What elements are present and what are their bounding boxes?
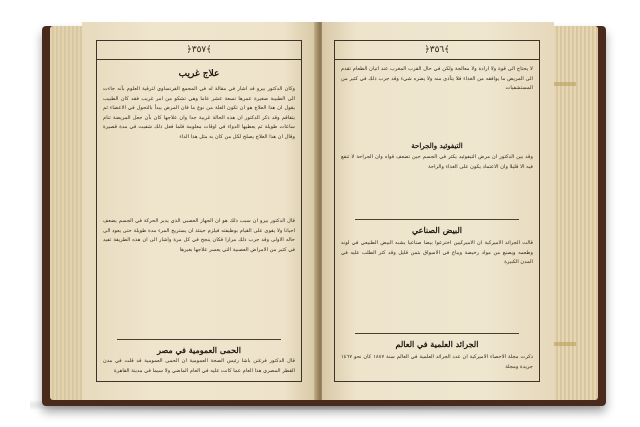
spine-gold-band	[552, 342, 576, 346]
section-heading: التيفوئيد والجراحة	[411, 141, 463, 150]
left-page	[82, 22, 318, 400]
page-number: ﴿٣٥٧﴾	[186, 45, 212, 55]
article-body: قال الدكتور بيرو ان سبب ذلك هو ان الجهاز العصبي الذي يدير الحركة في الجسم يضعف احيانا ولا يقوى على القيام بوظيفته فيلزم حينئذ ان يستريح المرء مدة طويلة حتى يعود الى حاله الاولى وقد جرب ذلك مرارا فكان ينجح في كل مرة واشار الى ان هذه الطريقة تفيد في كثير من الامراض العصبية التي يعسر علاجها بغيرها	[103, 218, 295, 253]
article-body: لا يحتاج الى قوة ولا ارادة ولا معالجة ولكن في حال القرب المغرب عند اتيان الطعام تقدم الى المريض ما يوافقه من الغذاء فلا يتأذى منه ولا يضره شيء وقد جرب ذلك في كثير من المستشفيات	[341, 66, 533, 92]
article-body: قالت الجرائد الاميركية ان الاميركيين اخترعوا بيضا صناعيا يشبه البيض الطبيعي في لونه وطعمه ويصنع من مواد رخيصة ويباع في الاسواق بثمن قليل وقد كثر الطلب عليه في المدن الكبيرة	[341, 240, 533, 266]
divider	[355, 333, 519, 334]
header-rule	[335, 59, 539, 60]
spine-gold-band	[552, 82, 576, 86]
page-number: ﴿٣٥٦﴾	[424, 45, 450, 55]
divider	[355, 219, 519, 220]
section-heading: علاج غريب	[178, 69, 220, 79]
page-frame	[96, 40, 302, 382]
article-body: وقد بين الدكتور ان مرض التيفوئيد يكثر في الجسم حين تضعف قواه وان الجراحة لا تنفع فيه الا قليلا وان الاعتماد يكون على الغذاء والراحة	[341, 154, 533, 170]
article-body: قال الدكتور فرغتن باشا رئيس الصحة العمومية ان الحمى العمومية قد قلت في مدن القطر المصري هذا العام عما كانت عليه في العام الماضي ولا سيما في مدينة القاهرة	[103, 358, 295, 374]
header-rule	[97, 59, 301, 60]
open-book	[42, 22, 606, 408]
section-heading: البيض الصناعي	[412, 225, 462, 235]
section-heading: الجرائد العلمية في العالم	[395, 339, 479, 349]
page-frame	[334, 40, 540, 382]
article-body: ذكرت مجلة الاحصاء الاميركية ان عدد الجرائد العلمية في العالم سنة ١٨٨٧ كان نحو ١٤٦٧ جريدة ومجلة	[341, 354, 533, 370]
section-heading: الحمى العمومية في مصر	[157, 345, 241, 355]
article-body: وكان الدكتور بيرو قد اشار في مقالة له في المجمع الفرنساوي لترقية العلوم بأنه جاءت الى الطبيبة صغيرة عمرها تسعة عشر عاما وهي تشكو من امر غريب فقد كان الطبيب يقول ان هذا العلاج هو ان تكون العلة من نوع ما فان المرض يبدأ بالتحول في الاعضاء ثم يتفاقم وقد ذكر الدكتور ان هذه الحالة غريبة جدا وان علاجها كان بأن جعل المريضة تنام ساعات طويلة ثم يعطيها الدواء في اوقات معلومة فلما فعل ذلك شفيت في مدة قصيرة وقال ان هذا العلاج يصلح لكل من كان به مثل هذا الداء	[103, 86, 295, 140]
right-page	[322, 22, 554, 400]
divider	[117, 339, 281, 340]
